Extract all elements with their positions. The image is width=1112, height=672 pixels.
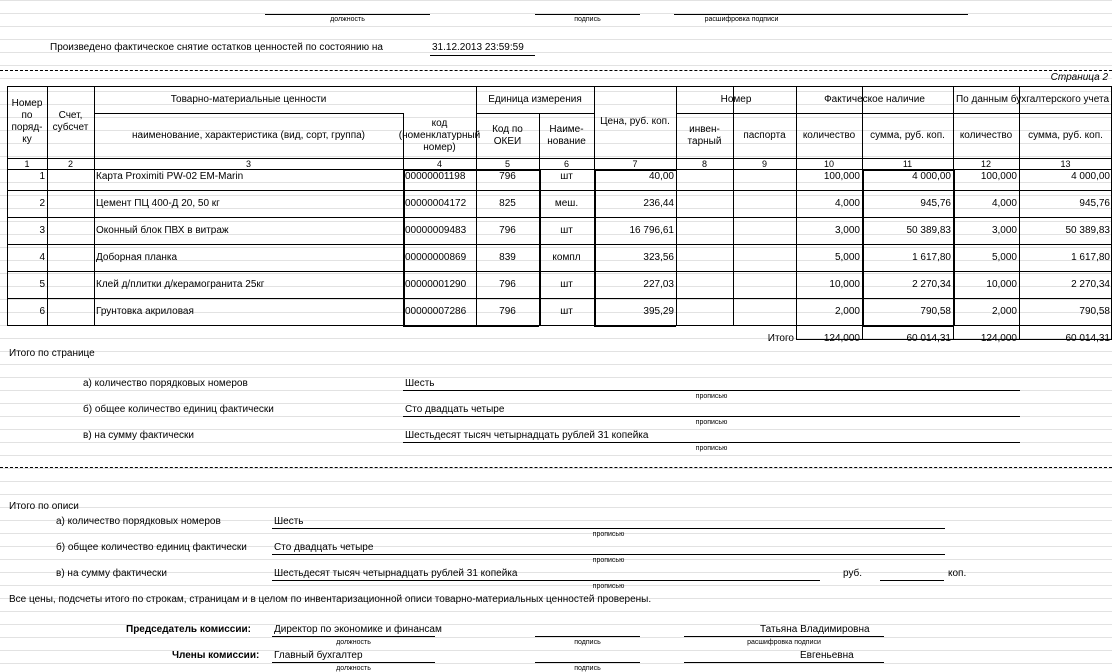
cell-code: 00000000869 (405, 251, 467, 263)
cell-unit: меш. (554, 197, 579, 209)
cell-price: 323,56 (643, 251, 674, 263)
chairman-signature-line (535, 636, 640, 637)
grid-line (862, 169, 953, 171)
cell-n: 1 (39, 170, 45, 182)
inventory-totals-title: Итого по описи (9, 501, 79, 512)
grid-line (796, 113, 1112, 114)
members-label: Члены комиссии: (172, 650, 260, 661)
header-accounting-qty: количество (959, 129, 1013, 141)
grid-line (594, 169, 676, 171)
cell-qty: 2,000 (834, 305, 860, 317)
member-cap-position: должность (336, 665, 371, 672)
cell-bqty: 3,000 (991, 224, 1017, 236)
statement-text: Произведено фактическое снятие остатков ценностей по состоянию на (50, 42, 383, 53)
grid-line (733, 86, 734, 325)
chairman-position-line (272, 636, 435, 637)
inventory-totals-kop: коп. (948, 568, 967, 579)
cell-sum: 1 617,80 (912, 251, 951, 263)
cell-bqty: 100,000 (980, 170, 1017, 182)
cell-sum: 945,76 (920, 197, 951, 209)
verified-text: Все цены, подсчеты итого по строкам, страницам и в целом по инвентаризационной описи товарно-материальных ценностей проверены. (9, 594, 652, 605)
cell-name: Карта Proximiti PW-02 EM-Marin (96, 170, 244, 182)
cell-okei: 796 (499, 170, 516, 182)
grid-line (796, 86, 797, 325)
grid-line (7, 86, 1112, 87)
header-unit-name: Наиме-нование (547, 123, 586, 147)
page-totals-c-caption: прописью (695, 445, 728, 452)
inventory-totals-b-label: б) общее количество единиц фактически (56, 542, 247, 553)
page-label: Страница 2 (1050, 72, 1108, 83)
cell-bsum: 4 000,00 (1071, 170, 1110, 182)
column-number: 13 (1060, 158, 1071, 169)
inventory-totals-c-line (272, 580, 820, 581)
header-accounting: По данным бухгалтерского учета (955, 93, 1110, 105)
column-number: 12 (980, 158, 991, 169)
grid-line (403, 169, 539, 171)
grid-line (594, 169, 596, 325)
inventory-totals-a-line (272, 528, 945, 529)
page-totals-a-value: Шесть (405, 378, 435, 389)
grid-line (539, 169, 541, 325)
totals-qty: 124,000 (823, 332, 860, 344)
cell-okei: 796 (499, 224, 516, 236)
cell-qty: 4,000 (834, 197, 860, 209)
page-break-bottom (0, 467, 1112, 468)
inventory-totals-rub: руб. (843, 568, 863, 579)
header-account: Счет, субсчет (52, 110, 89, 133)
grid-line (953, 169, 955, 325)
cell-unit: шт (560, 224, 573, 236)
grid-line (7, 86, 8, 325)
grid-line (7, 217, 1112, 218)
inventory-totals-a-caption: прописью (592, 531, 625, 538)
grid-line (476, 113, 594, 114)
cell-unit: компл (552, 251, 581, 263)
cell-unit: шт (560, 278, 573, 290)
cell-code: 00000009483 (405, 224, 467, 236)
page-totals-title: Итого по странице (9, 348, 95, 359)
cell-unit: шт (560, 170, 573, 182)
cell-bsum: 50 389,83 (1065, 224, 1110, 236)
cell-n: 4 (39, 251, 45, 263)
inventory-totals-b-caption: прописью (592, 557, 625, 564)
totals-sum: 60 014,31 (906, 332, 951, 344)
column-number: 10 (823, 158, 834, 169)
cell-okei: 796 (499, 305, 516, 317)
header-inv: инвен-тарный (687, 123, 722, 147)
inventory-totals-a-value: Шесть (274, 516, 304, 527)
grid-line (7, 298, 1112, 299)
cell-qty: 5,000 (834, 251, 860, 263)
header-unit: Единица измерения (488, 93, 582, 105)
grid-line (676, 86, 677, 325)
grid-line (94, 86, 95, 325)
chairman-cap-position: должность (336, 639, 371, 646)
member-signature-line (535, 662, 640, 663)
cell-sum: 50 389,83 (906, 224, 951, 236)
column-number: 7 (632, 158, 638, 169)
cell-bsum: 790,58 (1079, 305, 1110, 317)
cell-n: 2 (39, 197, 45, 209)
chairman-name-line (684, 636, 884, 637)
column-number: 9 (761, 158, 767, 169)
cell-n: 6 (39, 305, 45, 317)
cell-n: 3 (39, 224, 45, 236)
member-position-line (272, 662, 435, 663)
grid-line (94, 113, 403, 114)
chairman-position: Директор по экономике и финансам (274, 624, 442, 635)
caption-signature: подпись (574, 16, 601, 23)
cell-bqty: 4,000 (991, 197, 1017, 209)
totals-bsum: 60 014,31 (1065, 332, 1110, 344)
column-number: 3 (245, 158, 251, 169)
grid-line (1019, 86, 1020, 325)
grid-line (862, 169, 864, 325)
header-actual-qty: количество (802, 129, 856, 141)
chairman-cap-decoding: расшифровка подписи (747, 639, 821, 646)
grid-line (862, 325, 953, 327)
cell-unit: шт (560, 305, 573, 317)
cell-price: 16 796,61 (629, 224, 674, 236)
cell-name: Доборная планка (96, 251, 178, 263)
header-unit-code: Код по ОКЕИ (492, 123, 523, 147)
cell-price: 40,00 (648, 170, 674, 182)
chairman-label: Председатель комиссии: (126, 624, 251, 635)
grid-line (7, 244, 1112, 245)
column-number: 6 (563, 158, 569, 169)
member-name-line (684, 662, 884, 663)
totals-bqty: 124,000 (980, 332, 1017, 344)
totals-label: Итого (767, 332, 794, 344)
cell-qty: 100,000 (823, 170, 860, 182)
cell-bsum: 945,76 (1079, 197, 1110, 209)
cell-bqty: 5,000 (991, 251, 1017, 263)
header-passport: паспорта (743, 129, 786, 141)
cell-okei: 825 (499, 197, 516, 209)
cell-price: 236,44 (643, 197, 674, 209)
page-totals-a-label: а) количество порядковых номеров (83, 378, 248, 389)
column-number: 11 (902, 158, 913, 169)
cell-code: 00000007286 (405, 305, 467, 317)
grid-line (676, 113, 796, 114)
cell-price: 227,03 (643, 278, 674, 290)
cell-bqty: 2,000 (991, 305, 1017, 317)
inventory-totals-kop-line (880, 580, 944, 581)
member-name: Евгеньевна (800, 650, 854, 661)
header-price: Цена, руб. коп. (600, 116, 670, 127)
header-num: Номер по поряд-ку (11, 98, 43, 145)
chairman-cap-signature: подпись (574, 639, 601, 646)
header-actual-sum: сумма, руб. коп. (870, 129, 945, 141)
page-totals-b-caption: прописью (695, 419, 728, 426)
header-goods-name: наименование, характеристика (вид, сорт, группа) (132, 129, 365, 141)
statement-date: 31.12.2013 23:59:59 (432, 42, 524, 53)
grid-line (594, 325, 676, 327)
inventory-totals-a-label: а) количество порядковых номеров (56, 516, 221, 527)
page-totals-b-value: Сто двадцать четыре (405, 404, 505, 415)
cell-price: 395,29 (643, 305, 674, 317)
cell-bsum: 2 270,34 (1071, 278, 1110, 290)
column-number: 2 (67, 158, 73, 169)
grid-line (47, 86, 48, 325)
cell-n: 5 (39, 278, 45, 290)
header-goods: Товарно-материальные ценности (170, 93, 327, 105)
cell-bsum: 1 617,80 (1071, 251, 1110, 263)
member-cap-signature: подпись (574, 665, 601, 672)
page-totals-a-line (403, 390, 1020, 391)
cell-okei: 839 (499, 251, 516, 263)
cell-qty: 10,000 (829, 278, 860, 290)
caption-decoding: расшифровка подписи (704, 16, 779, 23)
page-totals-c-line (403, 442, 1020, 443)
chairman-name: Татьяна Владимировна (760, 624, 870, 635)
cell-sum: 4 000,00 (912, 170, 951, 182)
header-actual: Фактическое наличие (824, 93, 925, 105)
cell-name: Оконный блок ПВХ в витраж (96, 224, 229, 236)
cell-code: 00000004172 (405, 197, 467, 209)
cell-sum: 2 270,34 (912, 278, 951, 290)
header-accounting-sum: сумма, руб. коп. (1028, 129, 1103, 141)
grid-line (403, 325, 539, 327)
inventory-totals-b-value: Сто двадцать четыре (274, 542, 374, 553)
header-number: Номер (720, 93, 752, 105)
column-number: 5 (504, 158, 510, 169)
inventory-totals-c-label: в) на сумму фактически (56, 568, 167, 579)
page-totals-c-label: в) на сумму фактически (83, 430, 194, 441)
grid-line (403, 169, 405, 325)
caption-position: должность (330, 16, 365, 23)
cell-bqty: 10,000 (986, 278, 1017, 290)
cell-okei: 796 (499, 278, 516, 290)
grid-line (7, 271, 1112, 272)
column-number: 1 (24, 158, 30, 169)
grid-line (7, 158, 1112, 159)
header-goods-code: код (номенклатурный номер) (398, 117, 481, 153)
page-totals-c-value: Шестьдесят тысяч четырнадцать рублей 31 копейка (405, 430, 649, 441)
member-position: Главный бухгалтер (274, 650, 363, 661)
cell-name: Цемент ПЦ 400-Д 20, 50 кг (96, 197, 220, 209)
inventory-totals-b-line (272, 554, 945, 555)
inventory-totals-c-value: Шестьдесят тысяч четырнадцать рублей 31 копейка (274, 568, 518, 579)
inventory-totals-c-caption: прописью (592, 583, 625, 590)
column-number: 4 (436, 158, 442, 169)
cell-code: 00000001290 (405, 278, 467, 290)
grid-line (476, 86, 477, 325)
cell-qty: 3,000 (834, 224, 860, 236)
cell-code: 00000001198 (405, 170, 466, 182)
grid-line (7, 190, 1112, 191)
cell-name: Клей д/плитки д/керамогранита 25кг (96, 278, 265, 290)
page-totals-a-caption: прописью (695, 393, 728, 400)
cell-name: Грунтовка акриловая (96, 305, 194, 317)
page-totals-b-label: б) общее количество единиц фактически (83, 404, 274, 415)
page-totals-b-line (403, 416, 1020, 417)
column-number: 8 (701, 158, 707, 169)
cell-sum: 790,58 (920, 305, 951, 317)
